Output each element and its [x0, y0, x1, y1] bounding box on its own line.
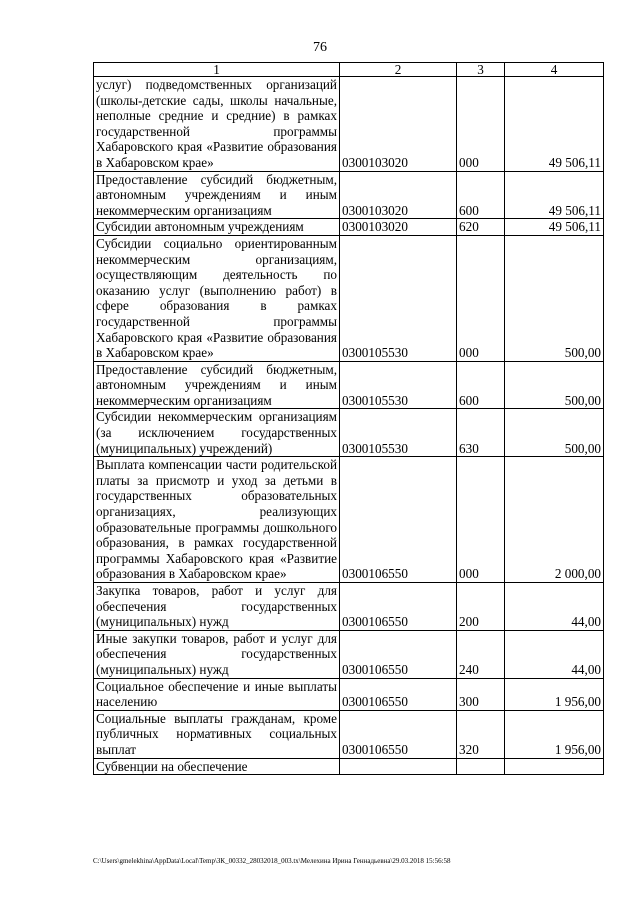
table-row [94, 235, 604, 361]
row-code: 0300106550 [340, 678, 457, 710]
row-expense-type: 630 [457, 409, 505, 457]
row-name: Субсидии автономным учреждениям [94, 219, 340, 236]
table-row [94, 219, 604, 236]
row-code: 0300103020 [340, 171, 457, 219]
file-path-footer: C:\Users\gmelekhina\AppData\Local\Temp\ЗК_00332_28032018_003.tx\Мелехина Ирина Геннадьевна\29.03.2018 15:56:58 [93, 857, 451, 865]
row-name: услуг) подведомственных организаций (школы-детские сады, школы начальные, неполные средние и средние) в рамках государственной программы Хабаровского края «Развитие образования в Хабаровском крае» [94, 77, 340, 172]
row-code: 0300103020 [340, 219, 457, 236]
table-row [94, 409, 604, 457]
row-code [340, 758, 457, 775]
table-header-row [94, 63, 604, 77]
row-sum: 1 956,00 [505, 678, 604, 710]
row-expense-type: 600 [457, 361, 505, 409]
row-sum: 49 506,11 [505, 219, 604, 236]
table-row [94, 171, 604, 219]
row-expense-type: 000 [457, 77, 505, 172]
row-code: 0300105530 [340, 409, 457, 457]
row-name: Субвенции на обеспечение [94, 758, 340, 775]
row-sum: 500,00 [505, 235, 604, 361]
budget-table [93, 62, 604, 775]
row-sum: 49 506,11 [505, 171, 604, 219]
row-expense-type: 240 [457, 630, 505, 678]
row-code: 0300106550 [340, 583, 457, 631]
row-code: 0300106550 [340, 630, 457, 678]
row-expense-type [457, 758, 505, 775]
table-row [94, 710, 604, 758]
row-expense-type: 000 [457, 457, 505, 583]
row-expense-type: 200 [457, 583, 505, 631]
row-expense-type: 320 [457, 710, 505, 758]
row-sum: 44,00 [505, 583, 604, 631]
row-name: Выплата компенсации части родительской платы за присмотр и уход за детьми в государственных образовательных организациях, реализующих образовательные программы дошкольного образования, в рамках государственной программы Хабаровского края «Развитие образования в Хабаровском крае» [94, 457, 340, 583]
row-expense-type: 000 [457, 235, 505, 361]
row-name: Субсидии социально ориентированным некоммерческим организациям, осуществляющим деятельность по оказанию услуг (выполнению работ) в сфере образования в рамках государственной программы Хабаровского края «Развитие образования в Хабаровском крае» [94, 235, 340, 361]
table-row [94, 758, 604, 775]
table-row [94, 361, 604, 409]
row-name: Социальное обеспечение и иные выплаты населению [94, 678, 340, 710]
row-expense-type: 620 [457, 219, 505, 236]
page-number: 76 [313, 40, 327, 55]
row-code: 0300103020 [340, 77, 457, 172]
row-name: Закупка товаров, работ и услуг для обеспечения государственных (муниципальных) нужд [94, 583, 340, 631]
column-header-3: 3 [457, 63, 505, 77]
column-header-4: 4 [505, 63, 604, 77]
table-row [94, 678, 604, 710]
row-sum: 2 000,00 [505, 457, 604, 583]
row-name: Субсидии некоммерческим организациям (за исключением государственных (муниципальных) учреждений) [94, 409, 340, 457]
row-name: Социальные выплаты гражданам, кроме публичных нормативных социальных выплат [94, 710, 340, 758]
table-row [94, 77, 604, 172]
row-name: Иные закупки товаров, работ и услуг для обеспечения государственных (муниципальных) нужд [94, 630, 340, 678]
row-sum: 49 506,11 [505, 77, 604, 172]
row-expense-type: 300 [457, 678, 505, 710]
row-code: 0300106550 [340, 457, 457, 583]
table-row [94, 583, 604, 631]
column-header-1: 1 [94, 63, 340, 77]
row-expense-type: 600 [457, 171, 505, 219]
row-sum: 44,00 [505, 630, 604, 678]
row-sum [505, 758, 604, 775]
table-row [94, 457, 604, 583]
row-sum: 500,00 [505, 409, 604, 457]
row-code: 0300106550 [340, 710, 457, 758]
row-code: 0300105530 [340, 235, 457, 361]
row-name: Предоставление субсидий бюджетным, автономным учреждениям и иным некоммерческим организациям [94, 361, 340, 409]
row-sum: 1 956,00 [505, 710, 604, 758]
row-sum: 500,00 [505, 361, 604, 409]
column-header-2: 2 [340, 63, 457, 77]
table-row [94, 630, 604, 678]
row-code: 0300105530 [340, 361, 457, 409]
row-name: Предоставление субсидий бюджетным, автономным учреждениям и иным некоммерческим организациям [94, 171, 340, 219]
